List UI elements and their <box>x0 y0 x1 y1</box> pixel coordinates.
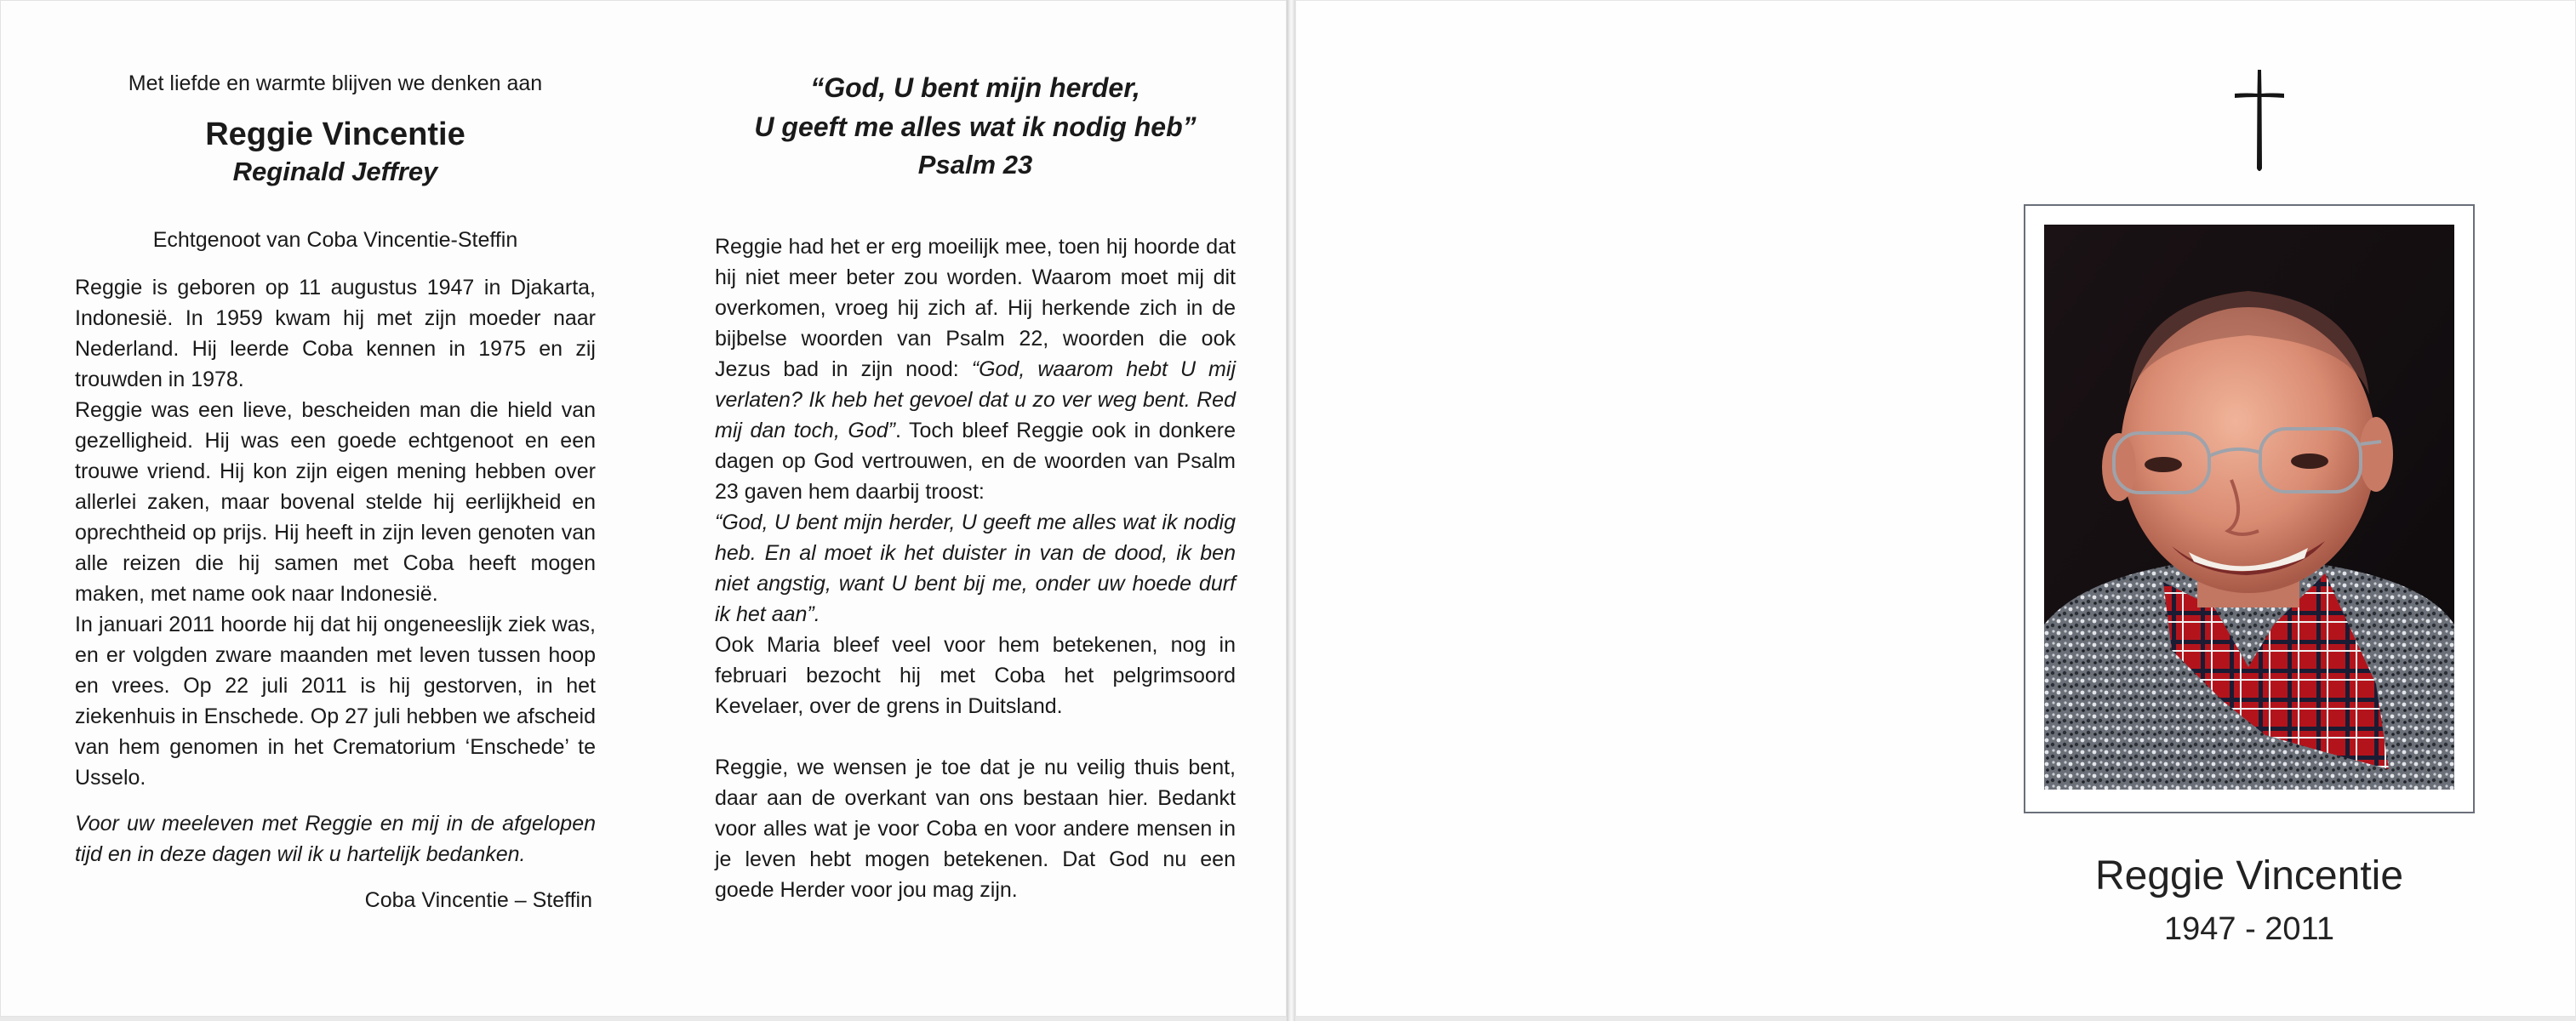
maria-paragraph: Ook Maria bleef veel voor hem betekenen, nog in februari bezocht hij met Coba het pelgrimsoord Kevelaer, over de grens in Duitsland. <box>715 633 1236 718</box>
inner-spread <box>0 0 1287 1017</box>
reflection-text-a: Reggie had het er erg moeilijk mee, toen hij hoorde dat hij niet meer beter zou worden. Waarom moet mij dit overkomen, vroeg hij zich af. Hij herkende zich in de bijbelse woorden van Psalm 22, woorden die ook Jezus bad in zijn nood: <box>715 235 1236 381</box>
bio-paragraph: In januari 2011 hoorde hij dat hij ongeneeslijk ziek was, en er volgden zware maanden met leven tussen hoop en vrees. Op 22 juli 2011 is hij gestorven, in het ziekenhuis in Enschede. Op 27 juli hebben we afscheid van hem genomen in het Crematorium ‘Enschede’ te Usselo. <box>75 613 596 790</box>
quote-line-2: U geeft me alles wat ik nodig heb” <box>754 111 1197 142</box>
psalm23-quote <box>715 507 1236 630</box>
bio-paragraph: Reggie is geboren op 11 augustus 1947 in Djakarta, Indonesië. In 1959 kwam hij met zijn moeder naar Nederland. Hij leerde Coba kennen in 1975 en zij trouwden in 1978. <box>75 276 596 391</box>
intro-line: Met liefde en warmte blijven we denken aan <box>128 71 543 95</box>
bio-paragraph: Reggie was een lieve, bescheiden man die hield van gezelligheid. Hij was een goede echtgenoot en een trouwe vriend. Hij kon zijn eigen mening hebben over allerlei zaken, maar bovenal stelde hij eerlijkheid en oprechtheid op prijs. Hij heeft in zijn leven genoten van alle reizen die hij samen met Coba heeft mogen maken, met name ook naar Indonesië. <box>75 398 596 606</box>
middle-column <box>715 68 1236 905</box>
left-column <box>75 68 596 915</box>
given-names: Reginald Jeffrey <box>232 157 438 186</box>
biography <box>75 272 596 793</box>
cover-years: 1947 - 2011 <box>2163 911 2335 947</box>
signature: Coba Vincentie – Steffin <box>364 888 592 912</box>
card-fold <box>1287 0 1295 1021</box>
reflection-text <box>715 231 1236 905</box>
thanks-text: Voor uw meeleven met Reggie en mij in de afgelopen tijd en in deze dagen wil ik u hartelijk bedanken. <box>75 812 596 866</box>
psalm22-quote: “God, waarom hebt U mij verlaten? Ik heb het gevoel dat u zo ver weg bent. Red mij dan toch, God” <box>715 357 1236 442</box>
paragraph-gap <box>715 722 1236 752</box>
quote-line-1: “God, U bent mijn herder, <box>810 72 1140 103</box>
reflection-paragraph <box>715 231 1236 507</box>
farewell-paragraph: Reggie, we wensen je toe dat je nu veilig thuis bent, daar aan de overkant van ons bestaan hier. Bedankt voor alles wat je voor Coba en voor andere mensen in je leven hebt mogen betekenen. Dat God nu een goede Herder voor jou mag zijn. <box>715 756 1236 902</box>
deceased-name: Reggie Vincentie <box>205 117 466 152</box>
cross-icon <box>2233 68 2286 174</box>
reflection-text-b: . Toch bleef Reggie ook in donkere dagen op God vertrouwen, en de woorden van Psalm 23 gaven hem daarbij troost: <box>715 419 1236 504</box>
psalm-reference: Psalm 23 <box>917 150 1033 180</box>
portrait-photo <box>2044 225 2454 790</box>
psalm23-quote-text: “God, U bent mijn herder, U geeft me alles wat ik nodig heb. En al moet ik het duister in van de dood, ik ben niet angstig, want U bent bij me, onder uw hoede durf ik het aan”. <box>715 510 1236 626</box>
spouse-line: Echtgenoot van Coba Vincentie-Steffin <box>152 228 518 252</box>
cover-name: Reggie Vincentie <box>2094 853 2404 898</box>
